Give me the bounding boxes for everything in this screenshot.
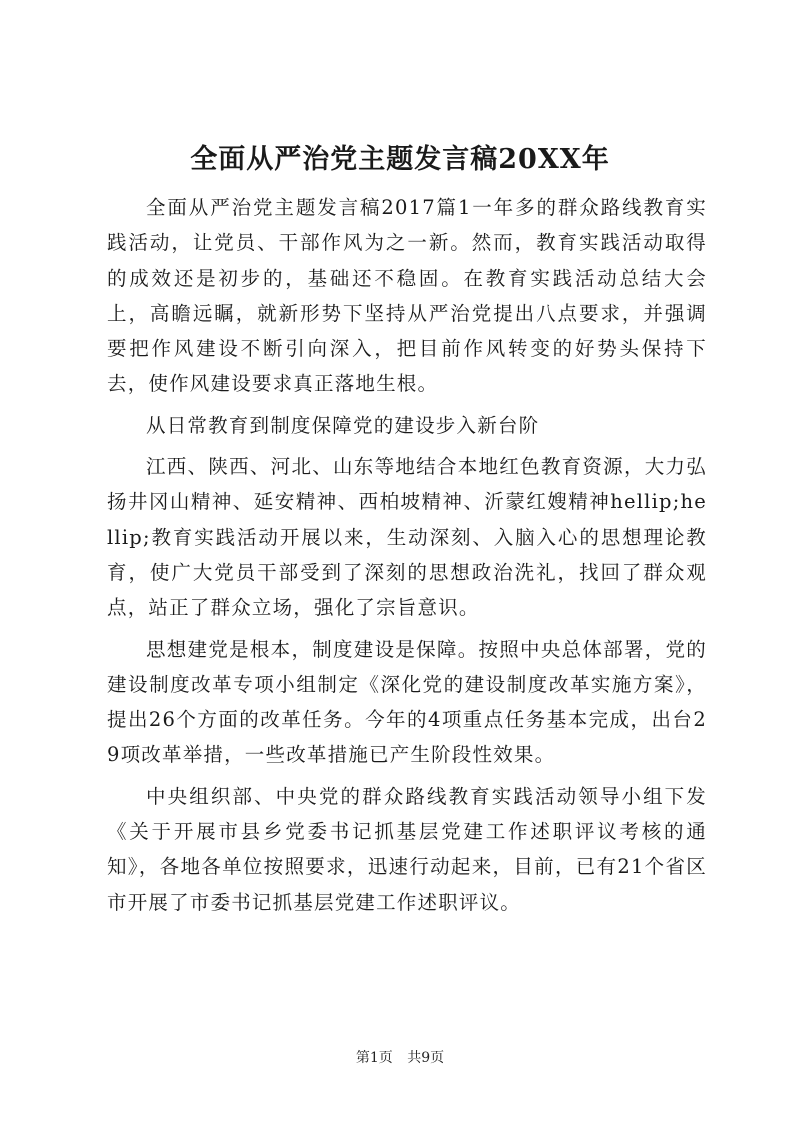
page-footer (0, 1047, 800, 1067)
paragraph: 全面从严治党主题发言稿2017篇1一年多的群众路线教育实践活动，让党员、干部作风为之一新。然而，教育实践活动取得的成效还是初步的，基础还不稳固。在教育实践活动总结大会上，高瞻远瞩，就新形势下坚持从严治党提出八点要求，并强调要把作风建设不断引向深入，把目前作风转变的好势头保持下去，使作风建设要求真正落地生根。 (107, 196, 707, 396)
page-total: 共9页 (407, 1050, 445, 1066)
document-title: 全面从严治党主题发言稿20XX年 (190, 144, 610, 175)
paragraph: 思想建党是根本，制度建设是保障。按照中央总体部署，党的建设制度改革专项小组制定《深化党的建设制度改革实施方案》，提出26个方面的改革任务。今年的4项重点任务基本完成，出台29项改革举措，一些改革措施已产生阶段性效果。 (107, 637, 707, 767)
paragraph: 中央组织部、中央党的群众路线教育实践活动领导小组下发《关于开展市县乡党委书记抓基层党建工作述职评议考核的通知》，各地各单位按照要求，迅速行动起来，目前，已有21个省区市开展了市委书记抓基层党建工作述职评议。 (107, 784, 707, 914)
document-body (107, 190, 707, 920)
page-number: 第1页 (355, 1050, 393, 1066)
paragraph: 江西、陕西、河北、山东等地结合本地红色教育资源，大力弘扬井冈山精神、延安精神、西柏坡精神、沂蒙红嫂精神hellip;hellip;教育实践活动开展以来，生动深刻、入脑入心的思想理论教育，使广大党员干部受到了深刻的思想政治洗礼，找回了群众观点，站正了群众立场，强化了宗旨意识。 (107, 455, 707, 620)
section-heading: 从日常教育到制度保障党的建设步入新台阶 (146, 413, 540, 437)
